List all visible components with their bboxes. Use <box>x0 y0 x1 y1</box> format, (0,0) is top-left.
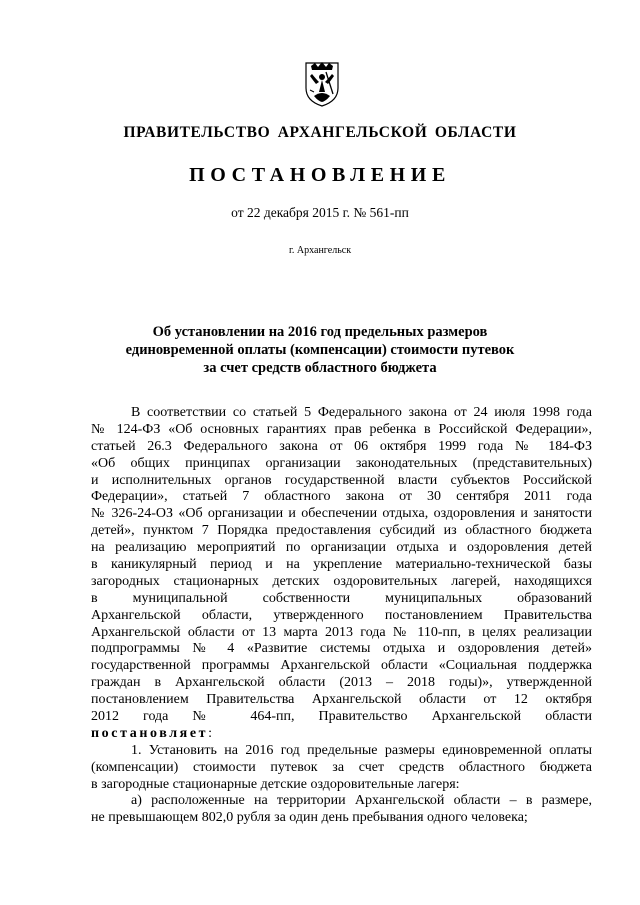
resolves-line <box>91 726 592 743</box>
city-name: г. Архангельск <box>288 245 352 256</box>
coat-of-arms-icon <box>302 60 342 108</box>
item-1-line: в загородные стационарные детские оздоровительные лагеря: <box>91 776 460 792</box>
decree-date-number: от 22 декабря 2015 г. № 561-пп <box>231 205 409 220</box>
body-line: В соответствии со статьей 5 Федерального закона от 24 июля 1998 года <box>131 405 592 420</box>
body-line: загородных стационарных детских оздоровительных лагерей, находящихся <box>91 573 592 589</box>
body-line: граждан в Архангельской области (2013 – 2018 годы)», утвержденной <box>91 675 592 691</box>
body-line: подпрограммы № 4 «Развитие системы отдыха и оздоровления детей» <box>91 641 592 657</box>
body-line: Архангельской области, утвержденного постановлением Правительства <box>91 607 592 623</box>
item-1-line: (компенсации) стоимости путевок за счет средств областного бюджета <box>91 759 592 775</box>
subject-line: Об установлении на 2016 год предельных размеров <box>152 324 488 340</box>
item-a-line: не превышающем 802,0 рубля за один день пребывания одного человека; <box>91 810 528 826</box>
item-a-line: а) расположенные на территории Архангельской области – в размере, <box>131 793 592 809</box>
body-line: постановлением Правительства Архангельской области от 12 октября <box>91 692 592 708</box>
body-line: статьей 26.3 Федерального закона от 06 октября 1999 года № 184-ФЗ <box>91 438 592 454</box>
body-line: в каникулярный период и на укрепление материально-технической базы <box>91 557 592 573</box>
decree-title: ПОСТАНОВЛЕНИЕ <box>189 164 451 186</box>
government-name: ПРАВИТЕЛЬСТВО АРХАНГЕЛЬСКОЙ ОБЛАСТИ <box>123 124 517 141</box>
body-line: детей», пунктом 7 Порядка предоставления субсидий из областного бюджета <box>91 523 592 539</box>
subject-line: за счет средств областного бюджета <box>203 360 437 376</box>
body-line: «Об общих принципах организации законодательных (представительных) <box>91 455 592 471</box>
subject-line: единовременной оплаты (компенсации) стоимости путевок <box>125 342 515 358</box>
resolves-word: постановляет <box>91 725 209 741</box>
body-line: № 124-ФЗ «Об основных гарантиях прав ребенка в Российской Федерации», <box>91 421 592 437</box>
decree-body <box>91 405 592 827</box>
body-line: на реализацию мероприятий по организации отдыха и оздоровления детей <box>91 540 592 556</box>
body-line: и исполнительных органов государственной власти субъектов Российской <box>91 472 592 488</box>
item-1-line: 1. Установить на 2016 год предельные размеры единовременной оплаты <box>131 742 592 758</box>
body-line: государственной программы Архангельской области «Социальная поддержка <box>91 658 592 674</box>
body-line: 2012 года № 464-пп, Правительство Архангельской области <box>91 709 592 725</box>
resolves-colon: : <box>208 725 213 741</box>
body-line: № 326-24-ОЗ «Об организации и обеспечении отдыха, оздоровления и занятости <box>91 506 592 522</box>
body-line: Архангельской области от 13 марта 2013 года № 110-пп, в целях реализации <box>91 624 592 640</box>
body-line: Федерации», статьей 7 областного закона от 30 сентября 2011 года <box>91 489 592 505</box>
decree-subject <box>100 323 540 377</box>
body-line: в муниципальной собственности муниципальных образований <box>91 590 592 606</box>
